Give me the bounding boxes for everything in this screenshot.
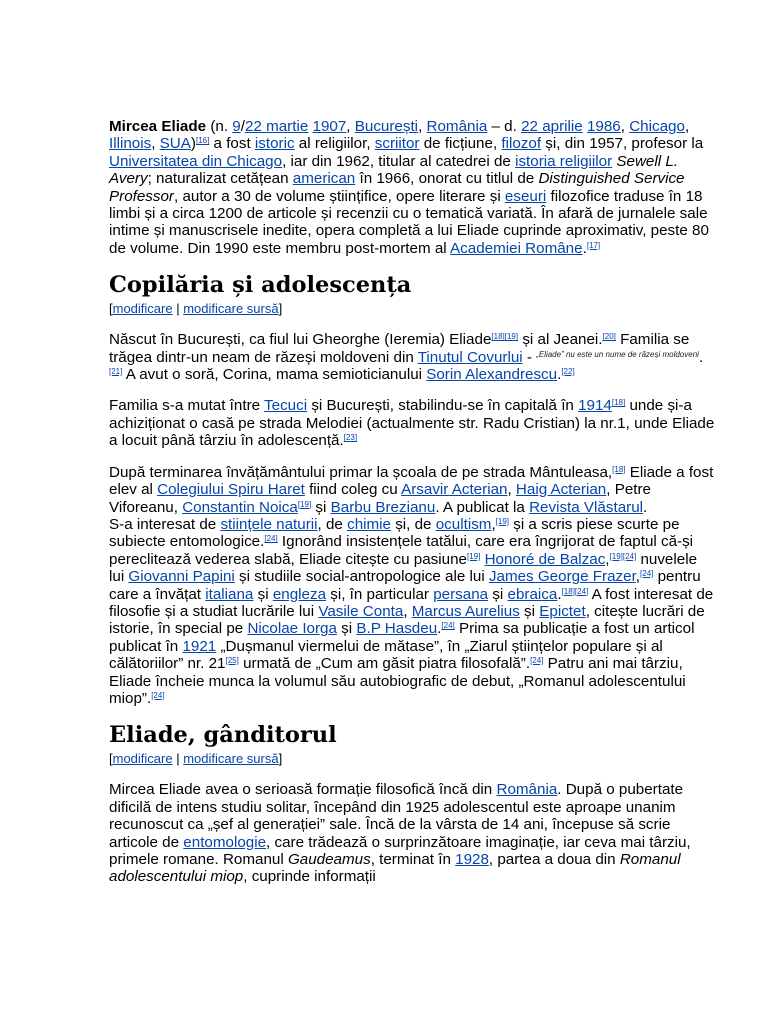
citation-link[interactable]: [21]: [109, 367, 123, 377]
link-giovanni-papini[interactable]: Giovanni Papini: [128, 568, 235, 586]
citation-link[interactable]: [16]: [195, 136, 210, 146]
citation-link[interactable]: [19]: [466, 551, 481, 561]
book-title: Romanul adolescentului miop: [109, 851, 681, 886]
link-bucuresti[interactable]: București: [354, 118, 419, 135]
link-tecuci[interactable]: Tecuci: [264, 397, 308, 415]
link-romania[interactable]: România: [426, 118, 488, 135]
paragraph-school: După terminarea învățământului primar la școala de pe strada Mântuleasa,[18] Eliade a fost elev al Colegiului Spiru Haret fiind coleg cu Arsavir Acterian, Haig Acterian, Petre Viforeanu, Constantin Noica[19] și Barbu Brezianu. A publicat la Revista Vlăstarul.: [109, 463, 714, 516]
link-death-year[interactable]: 1986: [586, 118, 621, 135]
citation-link[interactable]: [24]: [151, 690, 165, 700]
intro-paragraph: Mircea Eliade (n. 9/22 martie 1907, București, România – d. 22 aprilie 1986, Chicago, Illinois, SUA)[16] a fost istoric al religiilor, scriitor de ficțiune, filozof și, din 1957, profesor la Universitatea din Chicago, iar din 1962, titular al catedrei de istoria religiilor Sewell L. Avery; naturalizat cetățean american în 1966, onorat cu titlul de Distinguished Service Professor, autor a 30 de volume științifice, opere literare și eseuri filozofice traduse în 18 limbi și a circa 1200 de articole și recenzii cu o tematică variată. În afară de jurnalele sale intime și manuscrisele inedite, opera completă a lui Eliade cuprinde aproximativ, peste 80 de volume. Din 1990 este membru post-mortem al Academiei Române.[17]: [109, 118, 709, 257]
chair-name: Sewell L. Avery: [109, 152, 679, 188]
link-italiana[interactable]: italiana: [205, 585, 254, 603]
link-tinutul-covurlui[interactable]: Tinutul Covurlui: [417, 348, 523, 366]
citation-link[interactable]: [18]: [612, 464, 626, 474]
link-stiintele-naturii[interactable]: stiințele naturii: [220, 515, 318, 533]
section-heading-ganditorul: Eliade, gânditorul: [109, 722, 337, 749]
link-istoric[interactable]: istoric: [254, 135, 295, 153]
link-honore-de-balzac[interactable]: Honoré de Balzac: [484, 550, 606, 568]
link-entomologie[interactable]: entomologie: [183, 833, 267, 851]
subject-name: Mircea Eliade: [109, 118, 207, 135]
link-birth-year[interactable]: 1907: [312, 118, 347, 135]
title-dsp: Distinguished Service Professor: [109, 170, 685, 205]
link-nicolae-iorga[interactable]: Nicolae Iorga: [247, 620, 337, 638]
edit-links: [modificare | modificare sursă]: [109, 751, 283, 767]
link-university-chicago[interactable]: Universitatea din Chicago: [109, 152, 283, 170]
link-american[interactable]: american: [292, 170, 356, 188]
article-body: [109, 118, 715, 886]
link-birth-day[interactable]: 9: [232, 118, 241, 135]
link-barbu-brezianu[interactable]: Barbu Brezianu: [330, 498, 436, 516]
link-engleza[interactable]: engleza: [272, 585, 327, 603]
book-title: Gaudeamus: [287, 851, 371, 868]
link-birth-date[interactable]: 22 martie: [244, 118, 309, 135]
link-arsavir-acterian[interactable]: Arsavir Acterian: [401, 481, 508, 499]
link-bp-hasdeu[interactable]: B.P Hasdeu: [356, 620, 438, 638]
section-heading-copilaria: Copilăria și adolescența: [109, 272, 412, 299]
link-marcus-aurelius[interactable]: Marcus Aurelius: [411, 602, 520, 620]
link-chimie[interactable]: chimie: [347, 515, 391, 533]
link-sorin-alexandrescu[interactable]: Sorin Alexandrescu: [426, 366, 558, 384]
citation-link[interactable]: [19]: [297, 499, 312, 509]
edit-source-link[interactable]: modificare sursă: [183, 301, 279, 317]
link-death-day[interactable]: 22 aprilie: [521, 118, 583, 135]
citation-link[interactable]: [23]: [343, 433, 358, 443]
citation-link[interactable]: [24]: [441, 621, 455, 631]
link-eseuri[interactable]: eseuri: [504, 187, 547, 205]
link-haig-acterian[interactable]: Haig Acterian: [515, 481, 607, 499]
paragraph-interests: S-a interesat de stiințele naturii, de chimie și, de ocultism,[19] și a scris piese scurte pe subiecte entomologice.[24] Ignorând insistențele tatălui, care era îngrijorat de faptul că-și perecliteazǎ vederea slabă, Eliade citește cu pasiune[19] Honoré de Balzac,[19][24] nuvelele lui Giovanni Papini și studiile social-antropologice ale lui James George Frazer,[24] pentru care a învățat italiana și engleza și, în particular persana și ebraica.[18][24] A fost interesat de filosofie și a studiat lucrările lui Vasile Conta, Marcus Aurelius și Epictet, citește lucrări de istorie, în special pe Nicolae Iorga și B.P Hasdeu.[24] Prima sa publicație a fost un articol publicat în 1921 „Dușmanul viermelui de mătase”, în „Ziarul științelor populare și al călătoriilor” nr. 21[25] urmată de „Cum am găsit piatra filosofală”.[24] Patru ani mai târziu, Eliade încheie munca la volumul său autobiografic de debut, „Romanul adolescentului miop”.[24]: [109, 515, 714, 707]
edit-links: [modificare | modificare sursă]: [109, 301, 283, 317]
link-ocultism[interactable]: ocultism: [435, 515, 492, 533]
paragraph-formation: Mircea Eliade avea o serioasă formație filosofică încă din România. După o pubertate dificilă de intens studiu solitar, începând din 1925 adolescentul este aproape unanim recunoscut ca „șef al generației” sale. Încă de la vârsta de 14 ani, începuse să scrie articole de entomologie, care trădează o surprinzătoare imaginație, iar ceva mai târziu, primele romane. Romanul Gaudeamus, terminat în 1928, partea a doua din Romanul adolescentului miop, cuprinde informații: [109, 781, 691, 886]
citation-link[interactable]: [24]: [574, 586, 589, 596]
link-1921[interactable]: 1921: [182, 637, 217, 655]
edit-link[interactable]: modificare: [112, 301, 173, 317]
link-illinois[interactable]: Illinois: [109, 135, 152, 153]
link-epictet[interactable]: Epictet: [539, 602, 586, 620]
link-vasile-conta[interactable]: Vasile Conta: [318, 602, 404, 620]
citation-link[interactable]: [24]: [264, 534, 278, 544]
link-revista-vlastarul[interactable]: Revista Vlăstarul: [529, 498, 644, 516]
link-constantin-noica[interactable]: Constantin Noica: [182, 498, 298, 516]
link-colegiul-spiru-haret[interactable]: Colegiului Spiru Haret: [157, 481, 305, 499]
link-1914[interactable]: 1914: [578, 397, 612, 415]
citation-link[interactable]: [18]: [611, 398, 626, 408]
link-1928[interactable]: 1928: [455, 851, 489, 868]
citation-link[interactable]: [17]: [586, 240, 601, 250]
citation-link[interactable]: [20]: [602, 332, 616, 342]
citation-link[interactable]: [19]: [609, 551, 623, 561]
citation-link[interactable]: [22]: [561, 367, 575, 377]
link-scriitor[interactable]: scriitor: [374, 135, 420, 153]
link-sua[interactable]: SUA: [159, 135, 191, 153]
edit-source-link[interactable]: modificare sursă: [183, 751, 279, 767]
citation-link[interactable]: [19]: [504, 332, 519, 342]
citation-link[interactable]: [25]: [225, 656, 239, 666]
link-academiei-romane[interactable]: Academiei Române: [450, 239, 583, 257]
citation-link[interactable]: [24]: [530, 656, 544, 666]
link-ebraica[interactable]: ebraica: [507, 585, 558, 603]
link-filozof[interactable]: filozof: [501, 135, 542, 153]
link-persana[interactable]: persana: [433, 585, 489, 603]
edit-link[interactable]: modificare: [112, 751, 173, 767]
link-romania[interactable]: România: [496, 781, 558, 799]
paragraph-birth: Născut în București, ca fiul lui Gheorghe (Ieremia) Eliade[18][19] și al Jeanei.[20] Familia se trăgea dintr-un neam de răzeși moldoveni din Tinutul Covurlui - $^{„Eliade” nu este un nume de răzeși moldoveni}$.[21] A avut o soră, Corina, mama semioticianului Sorin Alexandrescu.[22]: [109, 331, 704, 384]
citation-link[interactable]: [24]: [622, 551, 637, 561]
link-chicago[interactable]: Chicago: [629, 118, 685, 135]
link-istoria-religiilor[interactable]: istoria religiilor: [515, 152, 613, 170]
inline-note: „Eliade” nu este un nume de răzeși moldoveni: [536, 349, 699, 359]
citation-link[interactable]: [18]: [561, 586, 575, 596]
citation-link[interactable]: [24]: [640, 569, 654, 579]
citation-link[interactable]: [18]: [491, 332, 505, 342]
link-james-george-frazer[interactable]: James George Frazer: [488, 568, 636, 586]
paragraph-family: Familia s-a mutat între Tecuci și București, stabilindu-se în capitală în 1914[18] unde și-a achiziționat o casă pe strada Melodiei (actualmente str. Radu Cristian) la nr.1, unde Eliade a locuit până târziu în adolescență.[23]: [109, 397, 715, 450]
citation-link[interactable]: [19]: [495, 516, 510, 526]
